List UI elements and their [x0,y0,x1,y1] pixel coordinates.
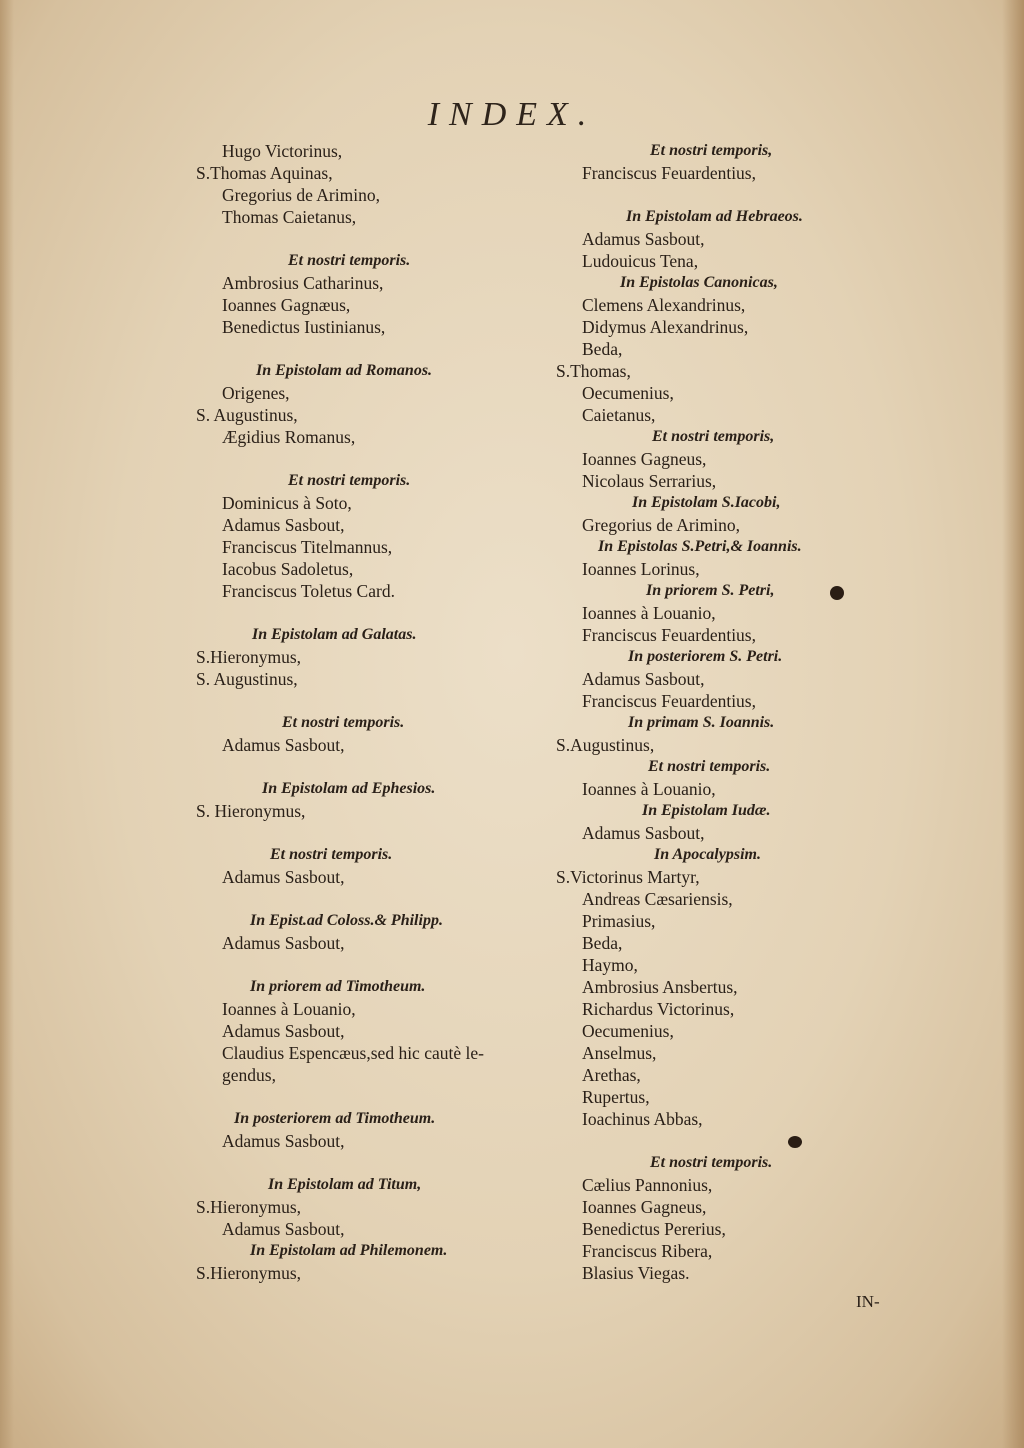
section-heading: Et nostri temporis. [270,846,393,863]
index-entry: Ioannes à Louanio, [582,779,716,799]
index-entry: Adamus Sasbout, [582,823,705,843]
section-heading: In primam S. Ioannis. [628,714,775,731]
index-entry: Adamus Sasbout, [222,735,345,755]
index-entry: Cælius Pannonius, [582,1175,713,1195]
index-entry: Franciscus Toletus Card. [222,581,395,601]
section-heading: In Epistolas Canonicas, [620,274,778,291]
ink-blot [788,1136,802,1148]
spacer [196,338,566,360]
index-entry: Ambrosius Catharinus, [222,273,384,293]
index-entry: S.Thomas Aquinas, [196,163,333,183]
index-entry: Beda, [582,933,623,953]
index-entry: S. Augustinus, [196,669,298,689]
spacer [196,756,566,778]
index-entry: Gregorius de Arimino, [582,515,740,535]
left-column [196,140,566,1284]
index-entry: Anselmus, [582,1043,657,1063]
index-entry: Franciscus Feuardentius, [582,625,756,645]
ink-blot [830,586,844,600]
index-entry: Haymo, [582,955,638,975]
section-heading: In Epistolas S.Petri,& Ioannis. [598,538,802,555]
index-entry: Beda, [582,339,623,359]
index-entry: Gregorius de Arimino, [222,185,380,205]
section-heading: Et nostri temporis. [288,252,411,269]
index-entry: Iacobus Sadoletus, [222,559,354,579]
section-heading: Et nostri temporis, [650,142,773,159]
section-heading: In Epistolam Iudæ. [642,802,771,819]
spacer [556,1130,926,1152]
section-heading: In Apocalypsim. [654,846,761,863]
section-heading: In Epistolam ad Hebraeos. [626,208,803,225]
index-entry: Adamus Sasbout, [222,1219,345,1239]
section-heading: In Epistolam ad Galatas. [252,626,417,643]
index-entry: S.Hieronymus, [196,1263,301,1283]
index-entry: S.Thomas, [556,361,631,381]
right-column [556,140,926,1284]
spacer [196,228,566,250]
index-entry: Ioannes à Louanio, [582,603,716,623]
index-entry: Franciscus Ribera, [582,1241,713,1261]
index-entry: Benedictus Iustinianus, [222,317,386,337]
index-entry: Ioannes Gagneus, [582,1197,707,1217]
section-heading: Et nostri temporis. [648,758,771,775]
index-entry: Adamus Sasbout, [222,933,345,953]
index-entry: Ægidius Romanus, [222,427,356,447]
index-entry: Claudius Espencæus,sed hic cautè le- [222,1043,484,1063]
spacer [196,690,566,712]
index-entry: Adamus Sasbout, [222,515,345,535]
section-heading: In Epistolam ad Titum, [268,1176,422,1193]
index-entry: S. Augustinus, [196,405,298,425]
index-entry: Ioannes Gagnæus, [222,295,351,315]
index-entry: S.Victorinus Martyr, [556,867,700,887]
spacer [556,184,926,206]
section-heading: In posteriorem ad Timotheum. [234,1110,436,1127]
index-entry: Ioannes à Louanio, [222,999,356,1019]
index-entry: Caietanus, [582,405,656,425]
catchword: IN- [856,1292,880,1311]
index-entry: Ioannes Gagneus, [582,449,707,469]
index-entry: Franciscus Feuardentius, [582,163,756,183]
section-heading: In priorem S. Petri, [646,582,775,599]
section-heading: Et nostri temporis, [652,428,775,445]
index-entry: Rupertus, [582,1087,650,1107]
spacer [196,1086,566,1108]
index-entry: S.Hieronymus, [196,1197,301,1217]
section-heading: In Epistolam S.Iacobi, [632,494,781,511]
index-entry: Ioachinus Abbas, [582,1109,703,1129]
index-entry: Andreas Cæsariensis, [582,889,733,909]
index-entry: Adamus Sasbout, [582,669,705,689]
spacer [196,602,566,624]
index-entry: Blasius Viegas. [582,1263,690,1283]
index-entry: Franciscus Titelmannus, [222,537,393,557]
spacer [196,888,566,910]
index-entry: S.Augustinus, [556,735,655,755]
index-entry: Hugo Victorinus, [222,141,343,161]
section-heading: In Epistolam ad Romanos. [256,362,433,379]
section-heading: In Epistolam ad Ephesios. [262,780,436,797]
index-entry: Benedictus Pererius, [582,1219,726,1239]
spacer [196,822,566,844]
section-heading: In Epist.ad Coloss.& Philipp. [250,912,443,929]
index-entry: Franciscus Feuardentius, [582,691,756,711]
page-header: INDEX. [427,96,597,133]
index-entry: S.Hieronymus, [196,647,301,667]
index-entry: Dominicus à Soto, [222,493,352,513]
index-entry: Richardus Victorinus, [582,999,735,1019]
section-heading: Et nostri temporis. [650,1154,773,1171]
index-entry: Adamus Sasbout, [222,1131,345,1151]
section-heading: Et nostri temporis. [288,472,411,489]
index-entry: Adamus Sasbout, [582,229,705,249]
index-entry: Primasius, [582,911,656,931]
index-entry: Ioannes Lorinus, [582,559,700,579]
spacer [196,954,566,976]
spacer [196,1152,566,1174]
section-heading: Et nostri temporis. [282,714,405,731]
spacer [196,448,566,470]
index-entry: Adamus Sasbout, [222,1021,345,1041]
index-entry: S. Hieronymus, [196,801,306,821]
index-entry-continuation: gendus, [222,1065,276,1085]
index-entry: Nicolaus Serrarius, [582,471,717,491]
index-entry: Origenes, [222,383,290,403]
section-heading: In posteriorem S. Petri. [628,648,783,665]
index-entry: Thomas Caietanus, [222,207,357,227]
index-entry: Arethas, [582,1065,641,1085]
section-heading: In Epistolam ad Philemonem. [250,1242,448,1259]
index-entry: Ambrosius Ansbertus, [582,977,738,997]
index-entry: Oecumenius, [582,383,674,403]
index-entry: Oecumenius, [582,1021,674,1041]
index-entry: Ludouicus Tena, [582,251,699,271]
index-entry: Didymus Alexandrinus, [582,317,749,337]
index-entry: Clemens Alexandrinus, [582,295,746,315]
section-heading: In priorem ad Timotheum. [250,978,426,995]
index-entry: Adamus Sasbout, [222,867,345,887]
